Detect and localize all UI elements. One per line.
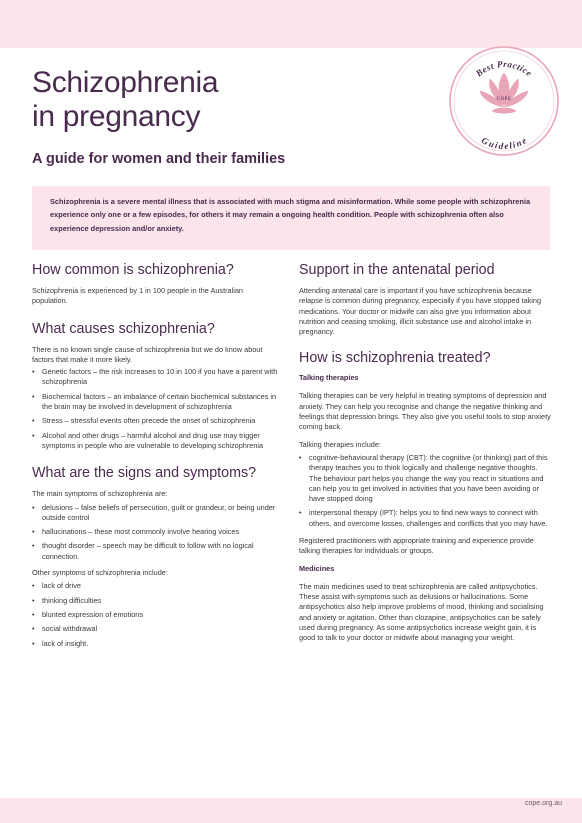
list-item: • Stress – stressful events often precede the onset of schizophrenia bbox=[32, 416, 278, 426]
logo-top-text: Best Practice bbox=[473, 58, 535, 79]
list-item: • social withdrawal bbox=[32, 624, 278, 634]
page-title bbox=[32, 66, 218, 134]
talking-therapies-list bbox=[299, 453, 551, 529]
signs-main-list bbox=[32, 503, 278, 562]
medicines-heading: Medicines bbox=[299, 563, 335, 573]
left-column bbox=[32, 262, 278, 649]
logo-center-text: COPE bbox=[496, 97, 512, 102]
talking-therapies-heading: Talking therapies bbox=[299, 373, 359, 383]
signs-other-list bbox=[32, 581, 278, 648]
talking-include-text: Talking therapies include: bbox=[299, 439, 381, 449]
title-line-2: in pregnancy bbox=[32, 100, 201, 133]
causes-list bbox=[32, 367, 278, 451]
footer-url: cope.org.au bbox=[525, 800, 562, 807]
support-text: Attending antenatal care is important if you have schizophrenia because relapse is common during pregnancy, especially if you have stopped taking medications. Your doctor or midwife can also give you information about nutrition and ceasing smoking, illicit substance use and alcohol intake in pregnancy. bbox=[299, 286, 542, 337]
list-item: • interpersonal therapy (IPT): helps you to find new ways to connect with others, and overcome losses, challenges and conflicts that you may have. bbox=[299, 508, 551, 529]
heading-causes: What causes schizophrenia? bbox=[32, 320, 215, 337]
list-item: • Alcohol and other drugs – harmful alcohol and drug use may trigger symptoms in people who are vulnerable to developing schizophrenia bbox=[32, 431, 278, 452]
list-item: • delusions – false beliefs of persecution, guilt or grandeur, or being under outside control bbox=[32, 503, 278, 524]
talking-therapies-text: Talking therapies can be very helpful in treating symptoms of depression and anxiety. They can help you recognise and change the negative thinking and feelings that depression brings. They also give you useful tools to stop anxiety coming back. bbox=[299, 391, 551, 432]
signs-main-text: The main symptoms of schizophrenia are: bbox=[32, 489, 168, 499]
list-item: • Biochemical factors – an imbalance of certain biochemical substances in the brain may be involved in development of schizophrenia bbox=[32, 392, 278, 413]
top-band bbox=[0, 0, 582, 48]
heading-how-common: How common is schizophrenia? bbox=[32, 262, 234, 278]
heading-support: Support in the antenatal period bbox=[299, 262, 495, 278]
registered-text: Registered practitioners with appropriate training and experience provide talking therapies for individuals or groups. bbox=[299, 536, 534, 556]
medicines-text: The main medicines used to treat schizophrenia are called antipsychotics. These assist with symptoms such as delusions or hallucinations. Some antipsychotics also help improve problems of mood, thinking and socialising and anxiety or agitation. Other than clozapine, antipsychotics can be safely used during pregnancy. As some antipsychotics increase weight gain, it is good to talk to your doctor or midwife about managing your weight. bbox=[299, 581, 544, 643]
common-text: Schizophrenia is experienced by 1 in 100 people in the Australian population. bbox=[32, 286, 243, 306]
intro-box: Schizophrenia is a severe mental illness that is associated with much stigma and misinformation. While some people with schizophrenia experience only one or a few episodes, for others it may remain a ongoing health condition. People with schizophrenia often also experience depression and/or anxiety. bbox=[32, 186, 550, 250]
right-column bbox=[299, 262, 551, 643]
list-item: • hallucinations – these most commonly involve hearing voices bbox=[32, 527, 278, 537]
list-item: • cognitive-behavioural therapy (CBT): the cognitive (or thinking) part of this therapy teaches you to think logically and challenge negative thoughts. The behaviour part helps you change the way you react in situations and can help you to get involved in activities that you have been avoiding or have stopped doing bbox=[299, 453, 551, 504]
signs-other-text: Other symptoms of schizophrenia include: bbox=[32, 568, 168, 578]
list-item: • lack of drive bbox=[32, 581, 278, 591]
list-item: • thought disorder – speech may be difficult to follow with no logical connection. bbox=[32, 541, 278, 562]
logo-bottom-text: Guideline bbox=[479, 135, 529, 152]
list-item: • blunted expression of emotions bbox=[32, 610, 278, 620]
heading-treated: How is schizophrenia treated? bbox=[299, 350, 491, 367]
best-practice-guideline-logo bbox=[448, 45, 560, 157]
title-line-1: Schizophrenia bbox=[32, 66, 219, 99]
list-item: • lack of insight. bbox=[32, 639, 278, 649]
heading-signs: What are the signs and symptoms? bbox=[32, 465, 257, 482]
bottom-band bbox=[0, 798, 582, 823]
causes-text: There is no known single cause of schizophrenia but we do know about factors that make it more likely. bbox=[32, 344, 263, 364]
list-item: • thinking difficulties bbox=[32, 596, 278, 606]
list-item: • Genetic factors – the risk increases to 10 in 100 if you have a parent with schizophrenia bbox=[32, 367, 278, 388]
page-subtitle: A guide for women and their families bbox=[32, 151, 286, 167]
